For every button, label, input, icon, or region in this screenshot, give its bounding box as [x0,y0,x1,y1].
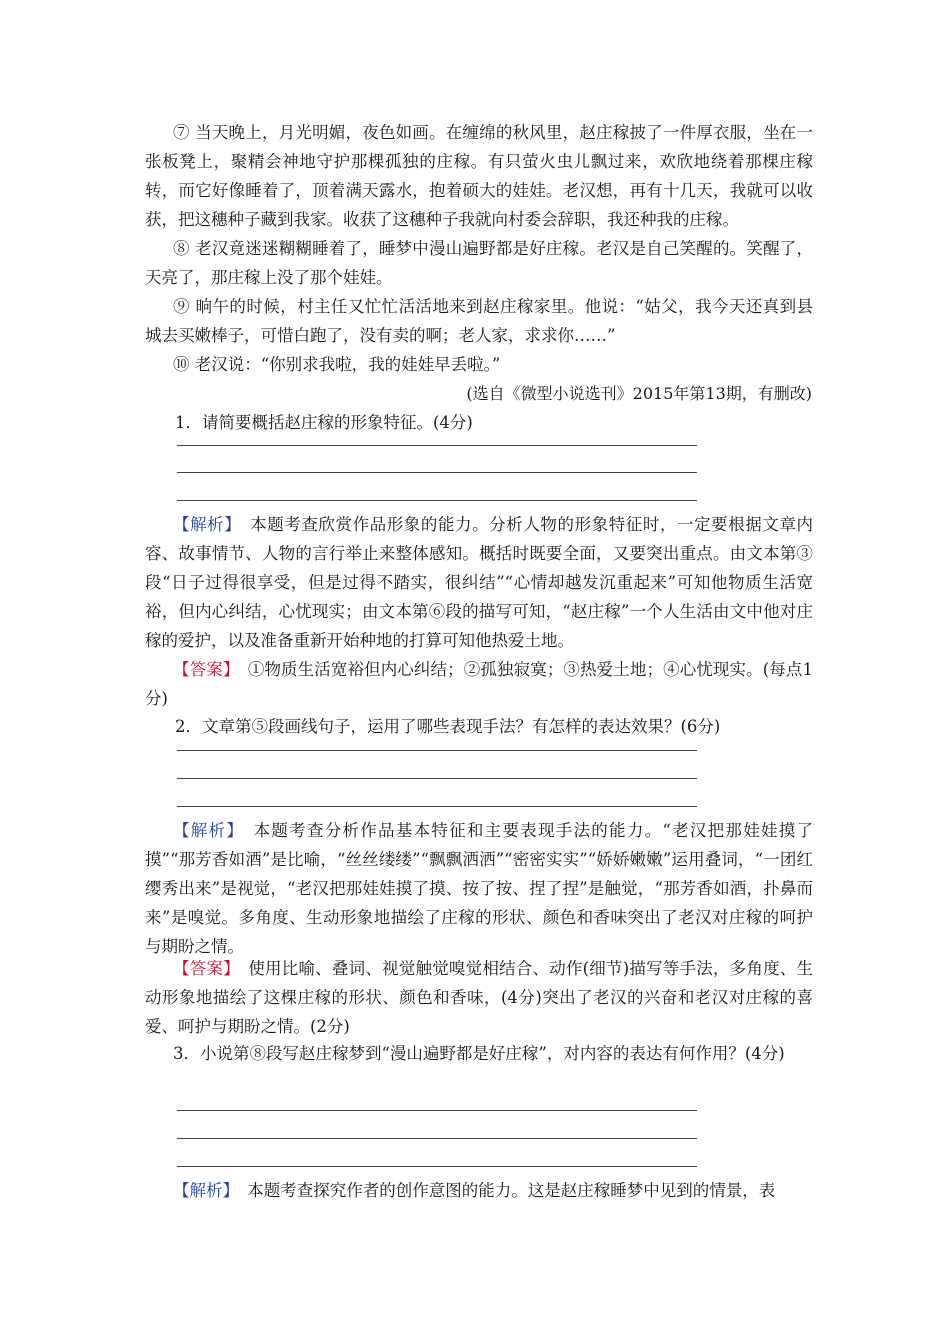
answer-text: ①物质生活宽裕但内心纠结；②孤独寂寞；③热爱土地；④心忧现实。(每点1分) [145,660,814,708]
answer-tag: 【答案】 [173,660,232,679]
answer-1 [145,655,813,713]
answer-line [177,472,697,473]
analysis-tag: 【解析】 [173,821,236,840]
answer-line [177,1138,697,1139]
analysis-text: 本题考查欣赏作品形象的能力。分析人物的形象特征时，一定要根据文章内容、故事情节、人物的言行举止来整体感知。概括时既要全面，又要突出重点。由文本第③段“日子过得很享受，但是过得不踏实，很纠结”“心情却越发沉重起来”可知他物质生活宽裕，但内心纠结，心忧现实；由文本第⑥段的描写可知，“赵庄稼”一个人生活由文中他对庄稼的爱护，以及准备重新开始种地的打算可知他热爱土地。 [145,515,814,650]
answer-line [177,750,697,751]
analysis-text: 本题考查分析作品基本特征和主要表现手法的能力。“老汉把那娃娃摸了摸”“那芳香如酒”是比喻，“丝丝缕缕”“飘飘洒洒”“密密实实”“娇娇嫩嫩”运用叠词，“一团红缨秀出来”是视觉，“老汉把那娃娃摸了摸、按了按、捏了捏”是触觉，“那芳香如酒，扑鼻而来”是嗅觉。多角度、生动形象地描绘了庄稼的形状、颜色和香味突出了老汉对庄稼的呵护与期盼之情。 [145,821,814,956]
answer-line [177,778,697,779]
answer-2 [145,954,813,1041]
analysis-tag: 【解析】 [173,515,234,534]
analysis-tag: 【解析】 [173,1181,231,1200]
answer-tag: 【答案】 [173,959,232,978]
question-2: 2．文章第⑤段画线句子，运用了哪些表现手法？有怎样的表达效果？(6分) [175,717,721,736]
paragraph-8: ⑧ 老汉竟迷迷糊糊睡着了，睡梦中漫山遍野都是好庄稼。老汉是自己笑醒的。笑醒了，天亮了，那庄稼上没了那个娃娃。 [145,239,813,287]
answer-line [177,500,697,501]
answer-line [177,806,697,807]
analysis-3 [145,1176,813,1205]
analysis-1 [145,510,813,655]
question-1: 1．请简要概括赵庄稼的形象特征。(4分) [175,413,473,432]
answer-line [177,445,697,446]
analysis-2 [145,816,813,961]
analysis-text: 本题考查探究作者的创作意图的能力。这是赵庄稼睡梦中见到的情景，表 [247,1181,776,1200]
paragraph-9: ⑨ 晌午的时候，村主任又忙忙活活地来到赵庄稼家里。他说：“姑父，我今天还真到县城去买嫩棒子，可惜白跑了，没有卖的啊；老人家，求求你……” [145,297,813,345]
answer-line [177,1110,697,1111]
question-3: 3．小说第⑧段写赵庄稼梦到“漫山遍野都是好庄稼”，对内容的表达有何作用？(4分) [173,1044,785,1063]
answer-line [177,1166,697,1167]
paragraph-10: ⑩ 老汉说：“你别求我啦，我的娃娃早丢啦。” [173,355,501,374]
paragraph-7: ⑦ 当天晚上，月光明媚，夜色如画。在缠绵的秋风里，赵庄稼披了一件厚衣服，坐在一张板凳上，聚精会神地守护那棵孤独的庄稼。有只萤火虫儿飘过来，欢欣地绕着那棵庄稼转，而它好像睡着了，顶着满天露水，抱着硕大的娃娃。老汉想，再有十几天，我就可以收获，把这穗种子藏到我家。收获了这穗种子我就向村委会辞职，我还种我的庄稼。 [145,123,813,229]
answer-text: 使用比喻、叠词、视觉触觉嗅觉相结合、动作(细节)描写等手法，多角度、生动形象地描绘了这棵庄稼的形状、颜色和香味，(4分)突出了老汉的兴奋和老汉对庄稼的喜爱、呵护与期盼之情。(2分) [145,959,814,1036]
source-citation: (选自《微型小说选刊》2015年第13期，有删改) [466,384,812,403]
